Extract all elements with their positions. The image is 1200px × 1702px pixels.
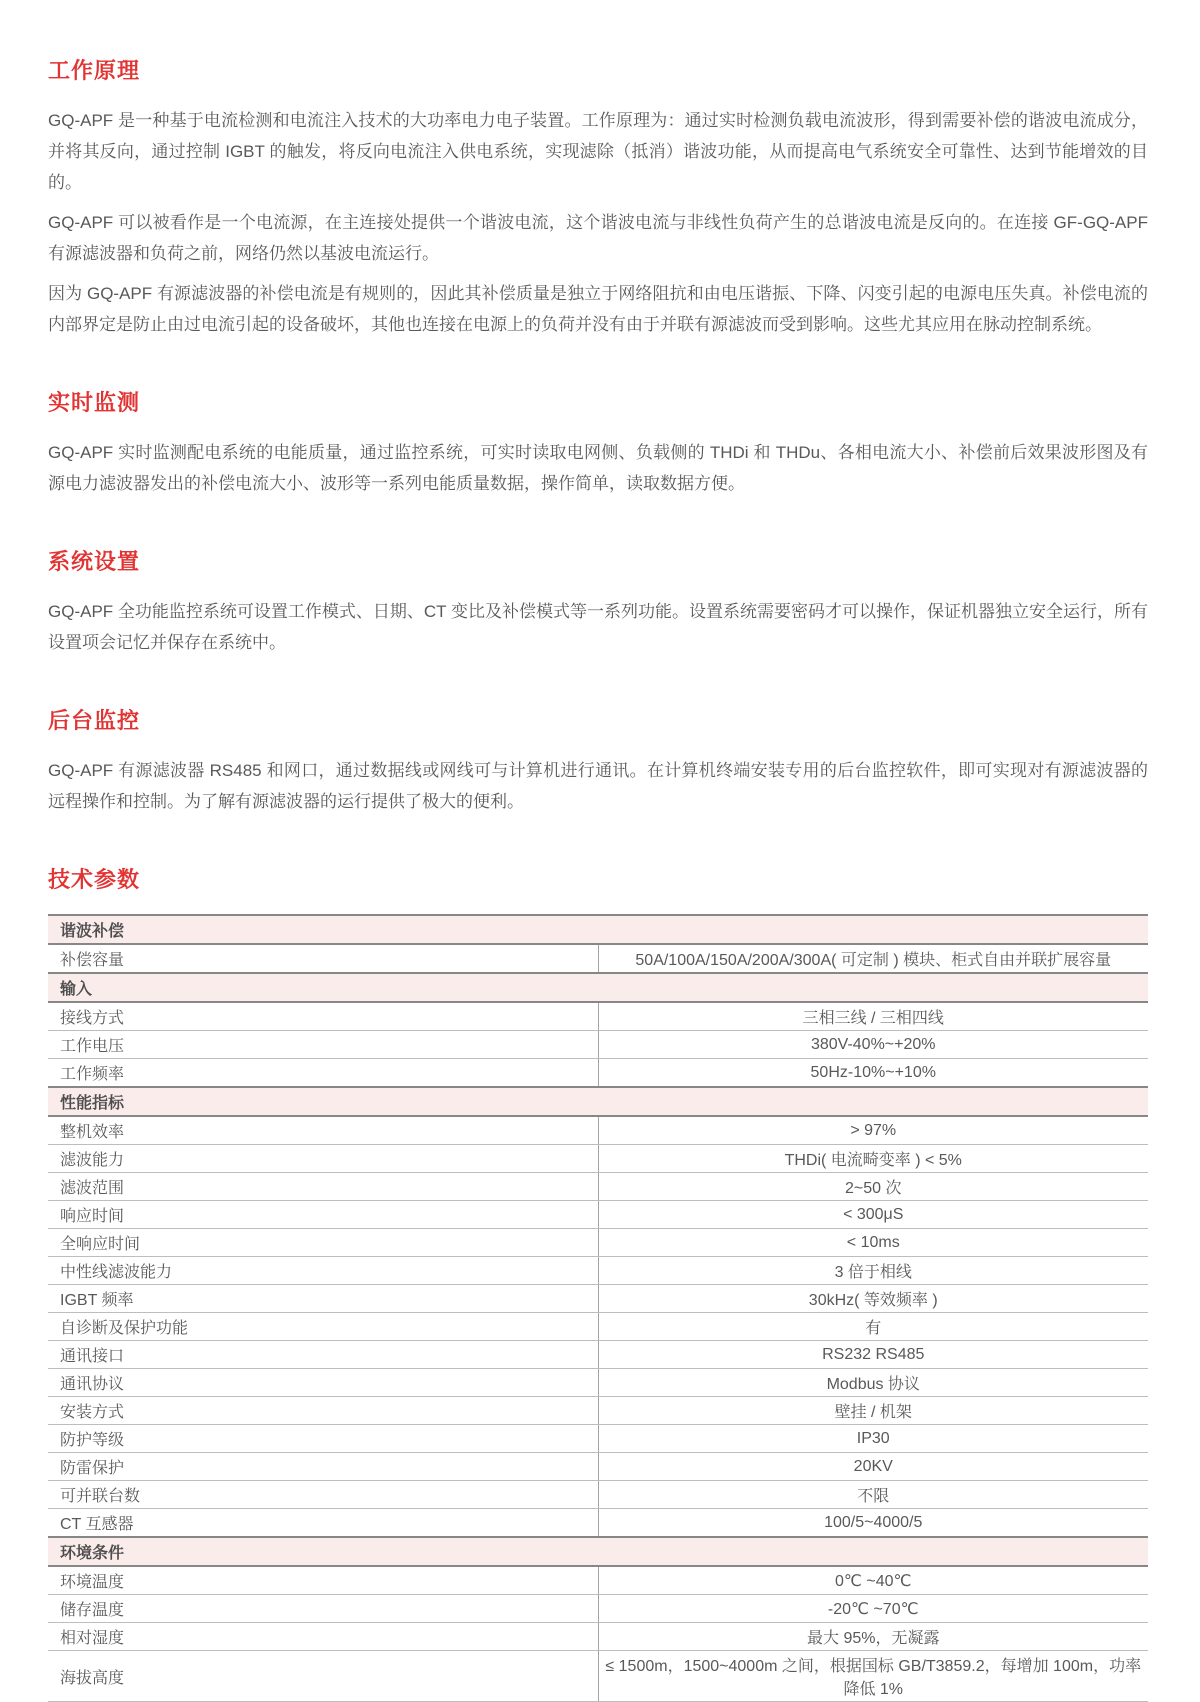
spec-label: 储存温度 (48, 1595, 598, 1623)
spec-label: 相对湿度 (48, 1623, 598, 1651)
spec-label: 整机效率 (48, 1116, 598, 1145)
spec-value: 20KV (598, 1453, 1148, 1481)
table-row (48, 1566, 1148, 1595)
table-row (48, 1002, 1148, 1031)
section-background-monitoring (48, 704, 1148, 817)
table-row (48, 1145, 1148, 1173)
table-row (48, 1481, 1148, 1509)
table-group-header-row (48, 1087, 1148, 1116)
table-row (48, 1229, 1148, 1257)
spec-label: 滤波能力 (48, 1145, 598, 1173)
spec-label: 工作频率 (48, 1059, 598, 1088)
spec-value: 有 (598, 1313, 1148, 1341)
table-row (48, 1031, 1148, 1059)
section-paragraph: GQ-APF 实时监测配电系统的电能质量，通过监控系统，可实时读取电网侧、负载侧的 THDi 和 THDu、各相电流大小、补偿前后效果波形图及有源电力滤波器发出的补偿电流大小、波形等一系列电能质量数据，操作简单，读取数据方便。 (48, 443, 1148, 493)
sections-container (48, 54, 1148, 1702)
spec-value: 380V-40%~+20% (598, 1031, 1148, 1059)
section-paragraph: GQ-APF 全功能监控系统可设置工作模式、日期、CT 变比及补偿模式等一系列功能。设置系统需要密码才可以操作，保证机器独立安全运行，所有设置项会记忆并保存在系统中。 (48, 602, 1148, 652)
section-paragraph: 因为 GQ-APF 有源滤波器的补偿电流是有规则的，因此其补偿质量是独立于网络阻抗和由电压谐振、下降、闪变引起的电源电压失真。补偿电流的内部界定是防止由过电流引起的设备破坏，其他也连接在电源上的负荷并没有由于并联有源滤波而受到影响。这些尤其应用在脉动控制系统。 (48, 284, 1148, 334)
table-group-header-label: 性能指标 (48, 1087, 1148, 1116)
table-row (48, 1509, 1148, 1538)
section-title: 技术参数 (48, 867, 141, 892)
spec-value: 三相三线 / 三相四线 (598, 1002, 1148, 1031)
spec-label: 接线方式 (48, 1002, 598, 1031)
table-row (48, 1201, 1148, 1229)
spec-label: IGBT 频率 (48, 1285, 598, 1313)
table-row (48, 1173, 1148, 1201)
spec-value: 不限 (598, 1481, 1148, 1509)
spec-label: 自诊断及保护功能 (48, 1313, 598, 1341)
spec-table (48, 914, 1148, 1702)
section-working-principle (48, 54, 1148, 340)
spec-label: 滤波范围 (48, 1173, 598, 1201)
section-paragraph: GQ-APF 有源滤波器 RS485 和网口，通过数据线或网线可与计算机进行通讯。在计算机终端安装专用的后台监控软件，即可实现对有源滤波器的远程操作和控制。为了解有源滤波器的运行提供了极大的便利。 (48, 761, 1148, 811)
spec-label: 海拔高度 (48, 1651, 598, 1702)
spec-label: 防雷保护 (48, 1453, 598, 1481)
spec-value: 壁挂 / 机架 (598, 1397, 1148, 1425)
table-row (48, 1595, 1148, 1623)
spec-value: 50Hz-10%~+10% (598, 1059, 1148, 1088)
spec-value: IP30 (598, 1425, 1148, 1453)
table-row (48, 1425, 1148, 1453)
table-row (48, 1341, 1148, 1369)
section-title: 实时监测 (48, 390, 141, 415)
spec-label: 补偿容量 (48, 944, 598, 973)
table-row (48, 1453, 1148, 1481)
spec-value: 100/5~4000/5 (598, 1509, 1148, 1538)
spec-label: 防护等级 (48, 1425, 598, 1453)
spec-label: 全响应时间 (48, 1229, 598, 1257)
spec-value: 3 倍于相线 (598, 1257, 1148, 1285)
table-row (48, 1651, 1148, 1702)
table-group-header-label: 谐波补偿 (48, 915, 1148, 944)
spec-value: 30kHz( 等效频率 ) (598, 1285, 1148, 1313)
table-row (48, 1285, 1148, 1313)
spec-label: 安装方式 (48, 1397, 598, 1425)
spec-value: 最大 95%，无凝露 (598, 1623, 1148, 1651)
spec-label: 中性线滤波能力 (48, 1257, 598, 1285)
spec-value: Modbus 协议 (598, 1369, 1148, 1397)
spec-label: 通讯接口 (48, 1341, 598, 1369)
spec-value: > 97% (598, 1116, 1148, 1145)
table-row (48, 944, 1148, 973)
section-title: 系统设置 (48, 549, 141, 574)
spec-label: 可并联台数 (48, 1481, 598, 1509)
table-row (48, 1116, 1148, 1145)
table-group-header-row (48, 973, 1148, 1002)
spec-label: 环境温度 (48, 1566, 598, 1595)
spec-label: 通讯协议 (48, 1369, 598, 1397)
section-title: 后台监控 (48, 708, 141, 733)
spec-value: 0℃ ~40℃ (598, 1566, 1148, 1595)
section-system-settings (48, 545, 1148, 658)
spec-value: RS232 RS485 (598, 1341, 1148, 1369)
spec-value: 50A/100A/150A/200A/300A( 可定制 ) 模块、柜式自由并联扩展容量 (598, 944, 1148, 973)
spec-value: < 300μS (598, 1201, 1148, 1229)
spec-value: < 10ms (598, 1229, 1148, 1257)
spec-label: CT 互感器 (48, 1509, 598, 1538)
table-row (48, 1059, 1148, 1088)
table-group-header-row (48, 915, 1148, 944)
section-technical-parameters (48, 863, 1148, 1702)
table-group-header-label: 环境条件 (48, 1537, 1148, 1566)
section-paragraph: GQ-APF 是一种基于电流检测和电流注入技术的大功率电力电子装置。工作原理为：通过实时检测负载电流波形，得到需要补偿的谐波电流成分，并将其反向，通过控制 IGBT 的触发，将反向电流注入供电系统，实现滤除（抵消）谐波功能，从而提高电气系统安全可靠性、达到节能增效的目的。 (48, 111, 1148, 192)
table-group-header-row (48, 1537, 1148, 1566)
table-row (48, 1313, 1148, 1341)
spec-value: -20℃ ~70℃ (598, 1595, 1148, 1623)
section-title: 工作原理 (48, 58, 141, 83)
table-group-header-label: 输入 (48, 973, 1148, 1002)
table-row (48, 1257, 1148, 1285)
spec-value: ≤ 1500m，1500~4000m 之间，根据国标 GB/T3859.2，每增加 100m，功率降低 1% (598, 1651, 1148, 1702)
table-row (48, 1397, 1148, 1425)
spec-label: 工作电压 (48, 1031, 598, 1059)
spec-value: THDi( 电流畸变率 ) < 5% (598, 1145, 1148, 1173)
section-realtime-monitoring (48, 386, 1148, 499)
table-row (48, 1369, 1148, 1397)
spec-value: 2~50 次 (598, 1173, 1148, 1201)
spec-label: 响应时间 (48, 1201, 598, 1229)
table-row (48, 1623, 1148, 1651)
section-paragraph: GQ-APF 可以被看作是一个电流源，在主连接处提供一个谐波电流，这个谐波电流与非线性负荷产生的总谐波电流是反向的。在连接 GF-GQ-APF 有源滤波器和负荷之前，网络仍然以基波电流运行。 (48, 213, 1148, 263)
